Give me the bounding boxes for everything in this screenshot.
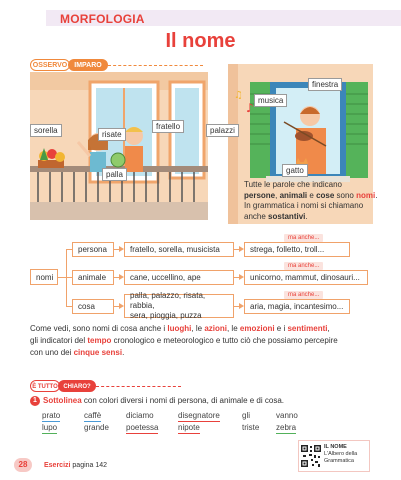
exercises-reference (44, 462, 107, 469)
page-title: Il nome (165, 30, 236, 52)
summary-p8: con uno dei (30, 348, 74, 357)
label-fratello: fratello (152, 120, 184, 133)
qr-code-art (300, 444, 322, 468)
word-poetessa[interactable]: poetessa (126, 423, 159, 432)
kw-animali: animali (279, 190, 308, 200)
examples-animale-text: cane, uccellino, ape (130, 273, 201, 282)
summary-p7: cronologico e meteorologico e tutto ciò che possiamo percepire (111, 336, 338, 345)
ma-anche-3: ma anche... (284, 291, 323, 299)
label-gatto: gatto (282, 164, 308, 177)
book-line-2: L'Albero della (324, 451, 358, 457)
category-animale (72, 270, 114, 285)
definition-end: . (305, 211, 308, 221)
summary-p5: , (327, 324, 330, 333)
extra-cosa (244, 299, 350, 314)
kw-nomi: nomi (356, 190, 376, 200)
word-grande[interactable]: grande (84, 423, 109, 432)
root-connector (58, 277, 66, 278)
ma-anche-1: ma anche... (284, 234, 323, 242)
category-persona (72, 242, 114, 257)
examples-cosa-line-2: sera, pioggia, puzza (130, 311, 202, 320)
definition-sono: sono (334, 190, 357, 200)
diagram-root-nomi (30, 269, 58, 285)
summary-p4: e i (274, 324, 288, 333)
category-persona-label: persona (78, 245, 107, 254)
extra-animale (244, 270, 368, 285)
extra-persona-text: strega, folletto, troll... (250, 245, 325, 254)
exercises-label: Esercizi (44, 462, 71, 469)
definition-line-4 (244, 212, 379, 223)
kw-sentimenti: sentimenti (287, 324, 328, 333)
kw-tempo: tempo (87, 336, 112, 345)
examples-persona-text: fratello, sorella, musicista (130, 245, 220, 254)
label-palazzi: palazzi (206, 124, 239, 137)
kw-cinque-sensi: cinque sensi (73, 348, 123, 357)
section-title: MORFOLOGIA (60, 12, 145, 26)
exercises-page: pagina 142 (70, 462, 108, 469)
svg-text:♫: ♫ (234, 90, 243, 101)
word-nipote[interactable]: nipote (178, 423, 200, 432)
word-gli[interactable]: gli (242, 411, 251, 420)
examples-cosa (124, 291, 234, 320)
summary-p9: . (122, 348, 125, 357)
examples-animale (124, 270, 234, 285)
kw-azioni: azioni (204, 324, 227, 333)
definition-and: e (307, 190, 317, 200)
word-zebra[interactable]: zebra (276, 423, 297, 432)
balcony-scene-art (30, 72, 208, 220)
qr-code-icon[interactable] (300, 444, 322, 468)
examples-persona (124, 242, 234, 257)
kw-cose: cose (316, 190, 335, 200)
examples-cosa-line-1: palla, palazzo, risata, rabbia, (130, 291, 206, 310)
chiaro-tag: CHIARO? (58, 380, 96, 392)
category-animale-label: animale (78, 273, 107, 282)
kw-persone: persone (244, 190, 276, 200)
word-prato[interactable]: prato (42, 411, 61, 420)
label-risate: risate (98, 128, 126, 141)
label-finestra: finestra (308, 78, 342, 91)
exercise-verb: Sottolinea (43, 396, 82, 405)
book-line-3: Grammatica (324, 458, 354, 464)
definition-text (244, 180, 379, 222)
tutto-tag: È TUTTO (30, 380, 60, 392)
word-diciamo[interactable]: diciamo (126, 411, 154, 420)
page-number: 28 (14, 458, 32, 472)
extra-cosa-text: aria, magia, incantesimo... (250, 302, 344, 311)
category-cosa (72, 299, 114, 314)
svg-text:♪: ♪ (246, 101, 254, 115)
definition-line-1: Tutte le parole che indicano (244, 180, 342, 189)
exercise-divider (96, 386, 181, 387)
definition-line-3: In grammatica i nomi si chiamano (244, 201, 364, 210)
kw-sostantivi: sostantivi (268, 211, 306, 221)
exercise-instruction (43, 396, 284, 405)
word-triste[interactable]: triste (242, 423, 260, 432)
extra-persona (244, 242, 350, 257)
label-palla: palla (102, 168, 127, 181)
ma-anche-2: ma anche... (284, 262, 323, 270)
book-title: IL NOME (324, 444, 347, 450)
word-lupo[interactable]: lupo (42, 423, 58, 432)
definition-dot: . (375, 190, 378, 200)
summary-p6: gli indicatori del (30, 336, 88, 345)
kw-emozioni: emozioni (239, 324, 275, 333)
definition-line-2 (244, 191, 379, 202)
category-cosa-label: cosa (78, 302, 95, 311)
imparo-tag: IMPARO (68, 59, 108, 71)
exercise-instruction-text: con colori diversi i nomi di persona, di animale e di cosa. (81, 396, 284, 405)
summary-p2: , le (191, 324, 205, 333)
summary-p1: Come vedi, sono nomi di cosa anche i (30, 324, 168, 333)
definition-anche: anche (244, 211, 269, 221)
tag-divider (108, 65, 203, 66)
root-label: nomi (36, 272, 54, 282)
summary-p3: , le (226, 324, 240, 333)
definition-sep: , (275, 190, 280, 200)
osservo-tag: OSSERVO (30, 59, 70, 71)
book-reference (324, 444, 357, 465)
word-disegnatore[interactable]: disegnatore (178, 411, 220, 420)
word-caffe[interactable]: caffè (84, 411, 102, 420)
word-vanno[interactable]: vanno (276, 411, 298, 420)
label-sorella: sorella (30, 124, 62, 137)
extra-animale-text: unicorno, mammut, dinosauri... (250, 273, 360, 282)
balcony-illustration (30, 72, 208, 220)
summary-paragraph (30, 323, 380, 359)
label-musica: musica (254, 94, 287, 107)
exercise-number: 1 (30, 396, 40, 406)
kw-luoghi: luoghi (167, 324, 192, 333)
